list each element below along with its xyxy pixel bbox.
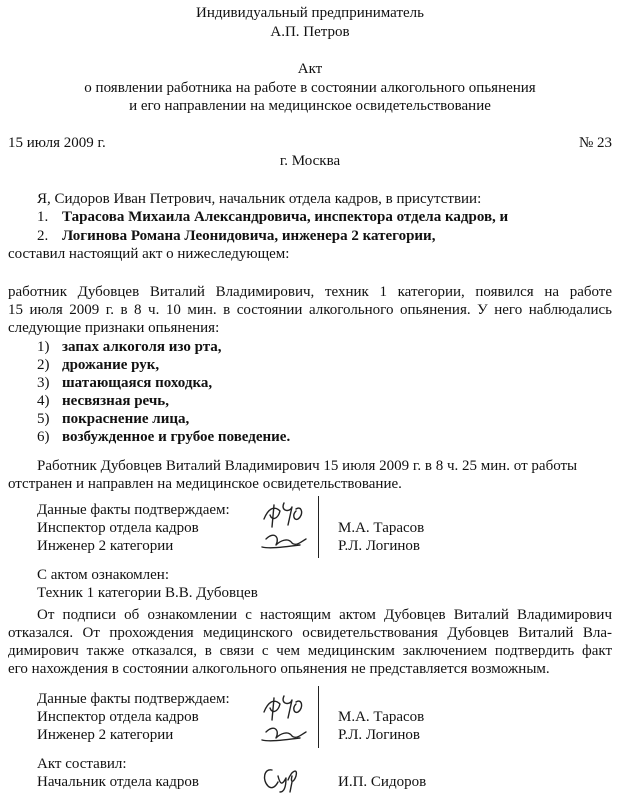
employer-name: А.П. Петров bbox=[270, 24, 350, 40]
sign-number: 1) bbox=[37, 339, 50, 355]
witness-number: 1. bbox=[37, 209, 49, 225]
sign-number: 3) bbox=[37, 375, 50, 391]
acquainted-heading: С актом ознакомлен: bbox=[37, 567, 169, 583]
intro-closing: составил настоящий акт о нижеследующем: bbox=[8, 246, 290, 262]
act-subtitle-2: и его направлении на медицинское освидетельствование bbox=[129, 98, 491, 114]
tarasov-signature-icon bbox=[250, 497, 316, 559]
refusal-paragraph-line: От подписи об ознакомлении с настоящим актом Дубовцев Виталий Владимирович bbox=[37, 607, 612, 623]
witness-number: 2. bbox=[37, 228, 49, 244]
employer-title: Индивидуальный предприниматель bbox=[196, 5, 424, 21]
composer-name: И.П. Сидоров bbox=[338, 774, 427, 790]
loginov-signature-icon bbox=[250, 690, 316, 752]
body-paragraph-line: 15 июля 2009 г. в 8 ч. 10 мин. в состоянии алкогольного опьянения. У него наблюдались bbox=[8, 302, 612, 318]
signer-name: М.А. Тарасов bbox=[338, 709, 425, 725]
witness-item: Тарасова Михаила Александровича, инспектора отдела кадров, и bbox=[62, 209, 509, 225]
confirm-heading: Данные факты подтверждаем: bbox=[37, 502, 230, 518]
signer-role: Инспектор отдела кадров bbox=[37, 520, 199, 536]
sign-item: возбужденное и грубое поведение. bbox=[62, 429, 291, 445]
refusal-paragraph-line: его нахождения в состоянии алкогольного опьянения не представляется возможным. bbox=[8, 661, 550, 677]
body-paragraph-line: следующие признаки опьянения: bbox=[8, 320, 220, 336]
body-paragraph-line: работник Дубовцев Виталий Владимирович, техник 1 категории, появился на работе bbox=[8, 284, 612, 300]
composed-heading: Акт составил: bbox=[37, 756, 127, 772]
sign-item: дрожание рук, bbox=[62, 357, 160, 373]
witness-item: Логинова Романа Леонидовича, инженера 2 категории, bbox=[62, 228, 436, 244]
confirm-heading: Данные факты подтверждаем: bbox=[37, 691, 230, 707]
refusal-paragraph-line: отказался. От прохождения медицинского освидетельствования Дубовцев Виталий Вла- bbox=[8, 625, 612, 641]
signer-name: Р.Л. Логинов bbox=[338, 538, 420, 554]
sign-number: 4) bbox=[37, 393, 50, 409]
acquainted-line: Техник 1 категории В.В. Дубовцев bbox=[37, 585, 258, 601]
signer-name: М.А. Тарасов bbox=[338, 520, 425, 536]
sign-item: шатающаяся походка, bbox=[62, 375, 213, 391]
signature-divider bbox=[318, 686, 319, 748]
sign-item: запах алкоголя изо рта, bbox=[62, 339, 222, 355]
signature-divider bbox=[318, 496, 319, 558]
act-city: г. Москва bbox=[279, 153, 341, 169]
sign-item: несвязная речь, bbox=[62, 393, 169, 409]
act-subtitle-1: о появлении работника на работе в состоянии алкогольного опьянения bbox=[84, 80, 536, 96]
signer-role: Инспектор отдела кадров bbox=[37, 709, 199, 725]
act-date: 15 июля 2009 г. bbox=[8, 135, 106, 151]
sign-number: 6) bbox=[37, 429, 50, 445]
act-number: № 23 bbox=[578, 135, 612, 151]
sign-number: 2) bbox=[37, 357, 50, 373]
sidorov-signature-icon bbox=[258, 762, 304, 794]
removal-paragraph-line: отстранен и направлен на медицинское освидетельствование. bbox=[8, 476, 402, 492]
sign-number: 5) bbox=[37, 411, 50, 427]
act-title: Акт bbox=[297, 61, 323, 77]
signer-name: Р.Л. Логинов bbox=[338, 727, 420, 743]
signer-role: Инженер 2 категории bbox=[37, 538, 174, 554]
intro-line: Я, Сидоров Иван Петрович, начальник отдела кадров, в присутствии: bbox=[37, 191, 482, 207]
composer-role: Начальник отдела кадров bbox=[37, 774, 199, 790]
sign-item: покраснение лица, bbox=[62, 411, 190, 427]
refusal-paragraph-line: димирович также отказался, в связи с чем медицинским заключением подтвердить факт bbox=[8, 643, 612, 659]
removal-paragraph-line: Работник Дубовцев Виталий Владимирович 15 июля 2009 г. в 8 ч. 25 мин. от работы bbox=[37, 458, 578, 474]
signer-role: Инженер 2 категории bbox=[37, 727, 174, 743]
